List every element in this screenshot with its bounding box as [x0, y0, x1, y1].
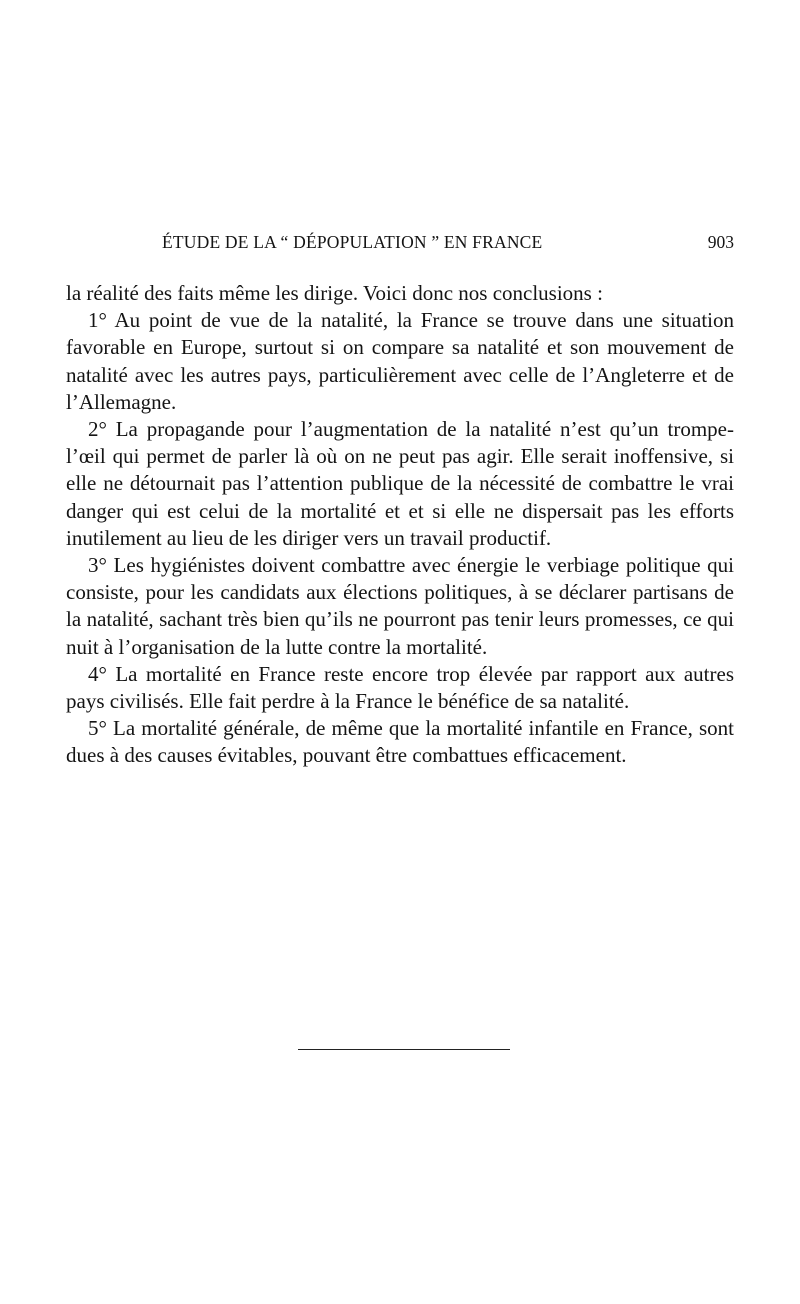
- paragraph-conclusion-3: 3° Les hygiénistes doivent combattre avec énergie le verbiage politique qui consiste, pour les candidats aux élections politiques, à se déclarer partisans de la natalité, sachant très bien qu’ils ne pourront pas tenir leurs promesses, ce qui nuit à l’organisation de la lutte contre la mortalité.: [66, 553, 734, 659]
- page-number: 903: [707, 232, 734, 252]
- paragraph-conclusion-2: 2° La propagande pour l’augmentation de la natalité n’est qu’un trompe-l’œil qui permet de parler là où on ne peut pas agir. Elle serait inoffensive, si elle ne détournait pas l’attention publique de la nécessité de combattre le vrai danger qui est celui de la mortalité et et si elle ne dispersait pas les efforts inutilement au lieu de les diriger vers un travail productif.: [66, 417, 734, 550]
- end-rule: [298, 1049, 510, 1050]
- body-text: [66, 280, 734, 770]
- running-header: [66, 232, 734, 256]
- paragraph-conclusion-4: 4° La mortalité en France reste encore trop élevée par rapport aux autres pays civilisés. Elle fait perdre à la France le bénéfice de sa natalité.: [66, 661, 734, 714]
- paragraph-conclusion-1: 1° Au point de vue de la natalité, la France se trouve dans une situation favorable en Europe, surtout si on compare sa natalité et son mouvement de natalité avec les autres pays, particulièrement avec celle de l’Angleterre et de l’Allemagne.: [66, 308, 734, 414]
- running-title: ÉTUDE DE LA “ DÉPOPULATION ” EN FRANCE: [162, 232, 543, 252]
- paragraph-conclusion-5: 5° La mortalité générale, de même que la mortalité infantile en France, sont dues à des causes évitables, pouvant être combattues efficacement.: [66, 716, 734, 768]
- paragraph-intro: la réalité des faits même les dirige. Voici donc nos conclusions :: [66, 281, 603, 305]
